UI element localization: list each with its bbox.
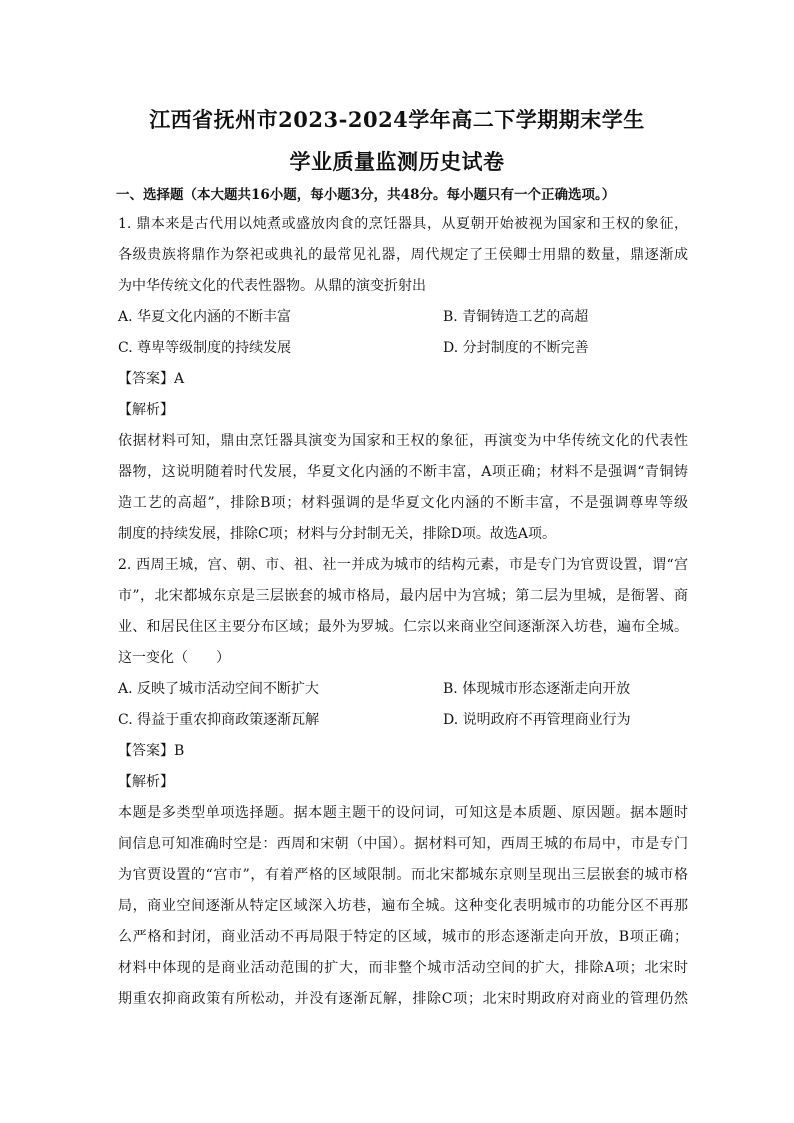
options-row xyxy=(118,333,688,364)
analysis-line: 么严格和封闭，商业活动不再局限于特定的区域，城市的形态逐渐走向开放，B项正确； xyxy=(118,929,688,945)
analysis-line: 依据材料可知，鼎由烹饪器具演变为国家和王权的象征，再演变为中华传统文化的代表性 xyxy=(118,433,688,449)
exam-content xyxy=(118,182,688,1015)
question-stem-line: 1. 鼎本来是古代用以炖煮或盛放肉食的烹饪器具，从夏朝开始被视为国家和王权的象征， xyxy=(118,216,688,232)
question-1 xyxy=(118,209,688,550)
analysis-line: 器物，这说明随着时代发展，华夏文化内涵的不断丰富，A项正确；材料不是强调“青铜铸 xyxy=(118,464,688,480)
question-stem-line: 市”，北宋都城东京是三层嵌套的城市格局，最内居中为宫城；第二层为里城，是衙署、商 xyxy=(118,588,688,604)
question-stem-line: 为中华传统文化的代表性器物。从鼎的演变折射出 xyxy=(118,278,426,294)
option-b: B. 体现城市形态逐渐走向开放 xyxy=(443,681,631,697)
option-c: C. 尊卑等级制度的持续发展 xyxy=(118,340,292,356)
question-stem-line: 这一变化（ ） xyxy=(118,650,230,666)
answer-label: 【答案】B xyxy=(118,743,185,759)
answer-label: 【答案】A xyxy=(118,371,185,387)
question-stem-line: 各级贵族将鼎作为祭祀或典礼的最常见礼器，周代规定了王侯卿士用鼎的数量，鼎逐渐成 xyxy=(118,247,688,263)
option-d: D. 分封制度的不断完善 xyxy=(443,340,589,356)
analysis-line: 期重农抑商政策有所松动，并没有逐渐瓦解，排除C项；北宋时期政府对商业的管理仍然 xyxy=(118,991,688,1007)
analysis-line: 本题是多类型单项选择题。据本题主题干的设问词，可知这是本质题、原因题。据本题时 xyxy=(118,805,688,821)
section-heading: 一、选择题（本大题共16小题，每小题3分，共48分。每小题只有一个正确选项。） xyxy=(116,187,616,203)
option-a: A. 反映了城市活动空间不断扩大 xyxy=(118,681,320,697)
analysis-line: 为官贾设置的“宫市”，有着严格的区域限制。而北宋都城东京则呈现出三层嵌套的城市格 xyxy=(118,867,688,883)
analysis-line: 造工艺的高超”，排除B项；材料强调的是华夏文化内涵的不断丰富，不是强调尊卑等级 xyxy=(118,495,688,511)
question-stem-line: 2. 西周王城，宫、朝、市、祖、社一并成为城市的结构元素，市是专门为官贾设置，谓“宫 xyxy=(118,557,688,573)
question-2 xyxy=(118,550,688,1015)
analysis-line: 制度的持续发展，排除C项；材料与分封制无关，排除D项。故选A项。 xyxy=(118,526,557,542)
analysis-line: 材料中体现的是商业活动范围的扩大，而非整个城市活动空间的扩大，排除A项；北宋时 xyxy=(118,960,688,976)
options-row xyxy=(118,674,688,705)
option-d: D. 说明政府不再管理商业行为 xyxy=(443,712,631,728)
options-row xyxy=(118,302,688,333)
options-row xyxy=(118,705,688,736)
option-c: C. 得益于重农抑商政策逐渐瓦解 xyxy=(118,712,320,728)
analysis-label: 【解析】 xyxy=(118,402,174,418)
analysis-label: 【解析】 xyxy=(118,774,174,790)
option-b: B. 青铜铸造工艺的高超 xyxy=(443,309,589,325)
exam-title-line-2: 学业质量监测历史试卷 xyxy=(289,149,505,174)
question-stem-line: 业、和居民住区主要分布区域；最外为罗城。仁宗以来商业空间逐渐深入坊巷，遍布全城。 xyxy=(118,619,688,635)
exam-title-line-1: 江西省抚州市2023-2024学年高二下学期期末学生 xyxy=(149,107,645,132)
analysis-line: 局，商业空间逐渐从特定区域深入坊巷，遍布全城。这种变化表明城市的功能分区不再那 xyxy=(118,898,688,914)
option-a: A. 华夏文化内涵的不断丰富 xyxy=(118,309,292,325)
analysis-line: 间信息可知准确时空是：西周和宋朝（中国）。据材料可知，西周王城的布局中，市是专门 xyxy=(118,836,688,852)
